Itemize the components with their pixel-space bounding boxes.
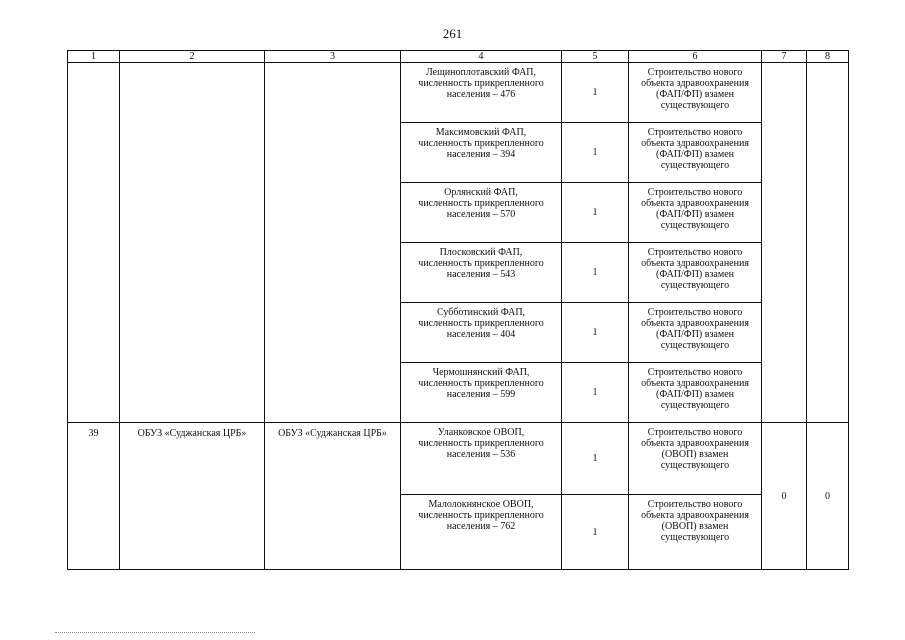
- cell-facility: Плосковский ФАП, численность прикрепленного населения – 543: [401, 243, 562, 303]
- cell-facility: Субботинский ФАП, численность прикрепленного населения – 404: [401, 303, 562, 363]
- cell-action: Строительство нового объекта здравоохранения (ФАП/ФП) взамен существующего: [629, 243, 762, 303]
- cell-facility: Чермошнянский ФАП, численность прикрепленного населения – 599: [401, 363, 562, 423]
- header-col-7: 7: [762, 51, 807, 63]
- cell-count: 1: [562, 63, 629, 123]
- cell-facility: Орлянский ФАП, численность прикрепленного населения – 570: [401, 183, 562, 243]
- cell-facility: Лещиноплотавский ФАП, численность прикрепленного населения – 476: [401, 63, 562, 123]
- header-col-8: 8: [807, 51, 849, 63]
- cell-row-number: 39: [68, 423, 120, 570]
- cell-action: Строительство нового объекта здравоохранения (ФАП/ФП) взамен существующего: [629, 303, 762, 363]
- cell-facility: Максимовский ФАП, численность прикрепленного населения – 394: [401, 123, 562, 183]
- header-col-2: 2: [120, 51, 265, 63]
- cell-col7-empty: [762, 63, 807, 423]
- cell-col8-empty: [807, 63, 849, 423]
- header-col-4: 4: [401, 51, 562, 63]
- cell-organization-2: ОБУЗ «Суджанская ЦРБ»: [265, 423, 401, 570]
- cell-facility: Уланковское ОВОП, численность прикрепленного населения – 536: [401, 423, 562, 495]
- cell-facility: Малолокнянское ОВОП, численность прикрепленного населения – 762: [401, 495, 562, 570]
- header-col-6: 6: [629, 51, 762, 63]
- cell-action: Строительство нового объекта здравоохранения (ФАП/ФП) взамен существующего: [629, 183, 762, 243]
- page-number: 261: [442, 26, 463, 41]
- cell-count: 1: [562, 363, 629, 423]
- cell-count: 1: [562, 423, 629, 495]
- cell-number-empty: [68, 63, 120, 423]
- cell-count: 1: [562, 183, 629, 243]
- cell-org2-empty: [265, 63, 401, 423]
- header-col-1: 1: [68, 51, 120, 63]
- table-row-39: [68, 423, 849, 495]
- cell-action: Строительство нового объекта здравоохранения (ФАП/ФП) взамен существующего: [629, 63, 762, 123]
- cell-count: 1: [562, 243, 629, 303]
- cell-org-empty: [120, 63, 265, 423]
- header-row: [68, 51, 849, 63]
- cell-organization: ОБУЗ «Суджанская ЦРБ»: [120, 423, 265, 570]
- cell-action: Строительство нового объекта здравоохранения (ФАП/ФП) взамен существующего: [629, 123, 762, 183]
- table-row: [68, 63, 849, 123]
- cell-count: 1: [562, 495, 629, 570]
- cell-col8-value: 0: [807, 423, 849, 570]
- header-col-3: 3: [265, 51, 401, 63]
- document-table: [67, 50, 849, 570]
- cell-action: Строительство нового объекта здравоохранения (ОВОП) взамен существующего: [629, 423, 762, 495]
- cell-action: Строительство нового объекта здравоохранения (ОВОП) взамен существующего: [629, 495, 762, 570]
- cell-count: 1: [562, 303, 629, 363]
- cell-col7-value: 0: [762, 423, 807, 570]
- header-col-5: 5: [562, 51, 629, 63]
- cell-count: 1: [562, 123, 629, 183]
- cell-action: Строительство нового объекта здравоохранения (ФАП/ФП) взамен существующего: [629, 363, 762, 423]
- scan-artifact: [55, 632, 255, 635]
